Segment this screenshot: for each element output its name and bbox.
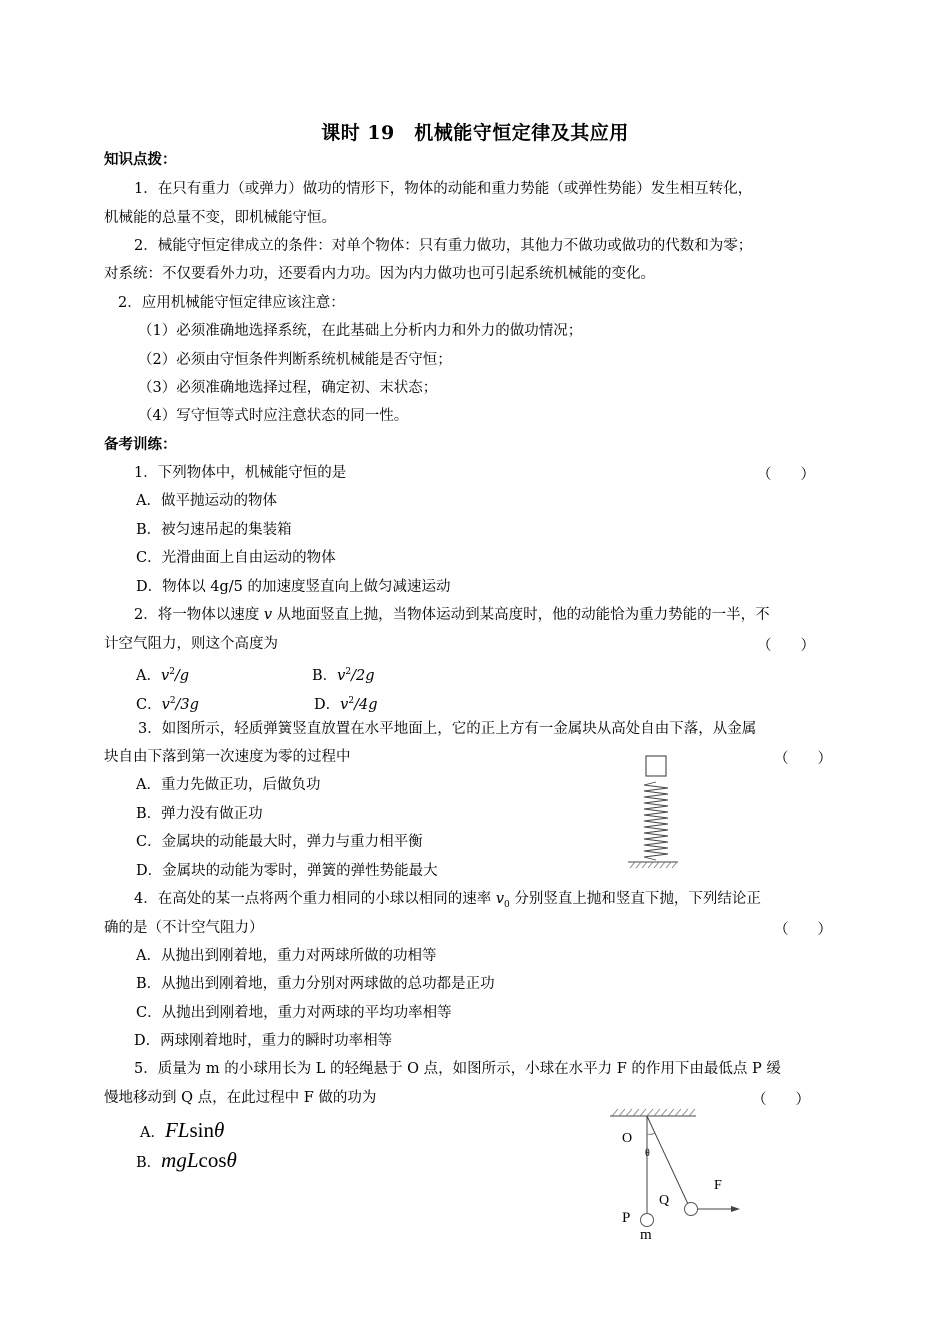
question-2-answer-blank: （ ） xyxy=(757,638,815,654)
label-theta: θ xyxy=(645,1148,650,1159)
knowledge-point-3: 2．应用机械能守恒定律应该注意： xyxy=(118,295,345,311)
question-5-option-b: B．mgLcosθ xyxy=(136,1148,237,1172)
question-1-option-d: D．物体以 4g/5 的加速度竖直向上做匀减速运动 xyxy=(136,579,451,595)
question-2-option-b: B．$v^2/2g$ xyxy=(312,667,375,684)
question-2-option-d: D．$v^2/4g$ xyxy=(314,696,378,713)
label-q: Q xyxy=(659,1193,670,1208)
section-practice-heading: 备考训练： xyxy=(104,436,177,453)
question-2-option-c: C．$v^2/3g$ xyxy=(136,696,199,713)
knowledge-point-1-line-1: 1．在只有重力（或弹力）做功的情形下，物体的动能和重力势能（或弹性势能）发生相互转化， xyxy=(134,181,753,197)
question-2-stem-line-2: 计空气阻力，则这个高度为 xyxy=(104,636,278,652)
spring-block-figure xyxy=(624,752,682,874)
question-4-stem-line-1: 4．在高处的某一点将两个重力相同的小球以相同的速率 $v_0$ 分别竖直上抛和竖直下抛，下列结论正 xyxy=(134,891,761,910)
question-1-option-b: B．被匀速吊起的集装箱 xyxy=(136,522,292,538)
question-2-stem-line-1: 2．将一物体以速度 v 从地面竖直上抛，当物体运动到某高度时，他的动能恰为重力势能的一半，不 xyxy=(134,607,770,623)
ground-hatch xyxy=(630,862,677,868)
question-3-stem-line-1: 3．如图所示，轻质弹簧竖直放置在水平地面上，它的正上方有一金属块从高处自由下落，从金属 xyxy=(138,721,757,737)
label-o: O xyxy=(622,1131,633,1146)
question-4-option-b: B．从抛出到刚着地，重力分别对两球做的总功都是正功 xyxy=(136,976,495,992)
question-5-stem-line-1: 5．质量为 m 的小球用长为 L 的轻绳悬于 O 点，如图所示，小球在水平力 F 的作用下由最低点 P 缓 xyxy=(134,1061,781,1077)
knowledge-item-4: （4）写守恒等式时应注意状态的同一性。 xyxy=(138,408,409,424)
ball-at-q xyxy=(685,1203,698,1216)
pendulum-figure xyxy=(600,1104,760,1244)
question-4-option-a: A．从抛出到刚着地，重力对两球所做的功相等 xyxy=(136,948,437,964)
question-3-option-c: C．金属块的动能最大时，弹力与重力相平衡 xyxy=(136,834,423,850)
label-f: F xyxy=(714,1178,722,1193)
question-1-option-a: A．做平抛运动的物体 xyxy=(136,493,277,509)
option-b-formula: mgLcosθ xyxy=(161,1148,237,1172)
question-3-option-d: D．金属块的动能为零时，弹簧的弹性势能最大 xyxy=(136,863,438,879)
knowledge-point-2-line-2: 对系统：不仅要看外力功，还要看内力功。因为内力做功也可引起系统机械能的变化。 xyxy=(104,266,655,282)
question-4-option-c: C．从抛出到刚着地，重力对两球的平均功率相等 xyxy=(136,1005,452,1021)
question-1-stem: 1．下列物体中，机械能守恒的是 xyxy=(134,465,347,481)
ceiling-hatch xyxy=(612,1109,695,1116)
question-3-option-a: A．重力先做正功，后做负功 xyxy=(136,777,321,793)
question-3-option-b: B．弹力没有做正功 xyxy=(136,806,263,822)
section-knowledge-heading: 知识点拨： xyxy=(104,151,177,168)
question-1-answer-blank: （ ） xyxy=(757,467,815,483)
knowledge-point-1-line-2: 机械能的总量不变，即机械能守恒。 xyxy=(104,210,336,226)
knowledge-point-2-line-1: 2．械能守恒定律成立的条件：对单个物体：只有重力做功，其他力不做功或做功的代数和为零； xyxy=(134,238,753,254)
label-m: m xyxy=(640,1227,652,1243)
question-5-option-a: A．FLsinθ xyxy=(140,1118,225,1142)
question-4-option-d: D．两球刚着地时，重力的瞬时功率相等 xyxy=(134,1033,393,1049)
question-2-option-a: A．$v^2/g$ xyxy=(136,667,190,684)
angle-arc xyxy=(647,1133,655,1134)
question-1-option-c: C．光滑曲面上自由运动的物体 xyxy=(136,550,336,566)
question-5-stem-line-2: 慢地移动到 Q 点，在此过程中 F 做的功为 xyxy=(104,1090,377,1106)
question-4-answer-blank: （ ） xyxy=(774,922,832,938)
question-3-stem-line-2: 块自由下落到第一次速度为零的过程中 xyxy=(104,749,351,765)
question-4-stem-line-2: 确的是（不计空气阻力） xyxy=(104,920,264,936)
knowledge-item-2: （2）必须由守恒条件判断系统机械能是否守恒； xyxy=(138,352,452,368)
option-a-formula: FLsinθ xyxy=(164,1118,225,1142)
question-5-answer-blank: （ ） xyxy=(752,1092,810,1108)
question-3-answer-blank: （ ） xyxy=(774,751,832,767)
displaced-rope xyxy=(647,1116,688,1204)
knowledge-item-1: （1）必须准确地选择系统，在此基础上分析内力和外力的做功情况； xyxy=(138,323,583,339)
page-title: 课时 19 机械能守恒定律及其应用 xyxy=(321,122,629,144)
force-arrow-head xyxy=(731,1206,740,1212)
knowledge-item-3: （3）必须准确地选择过程，确定初、末状态； xyxy=(138,380,438,396)
metal-block xyxy=(646,756,666,776)
spring xyxy=(644,782,668,860)
ball-at-p xyxy=(641,1214,654,1227)
label-p: P xyxy=(622,1210,631,1226)
